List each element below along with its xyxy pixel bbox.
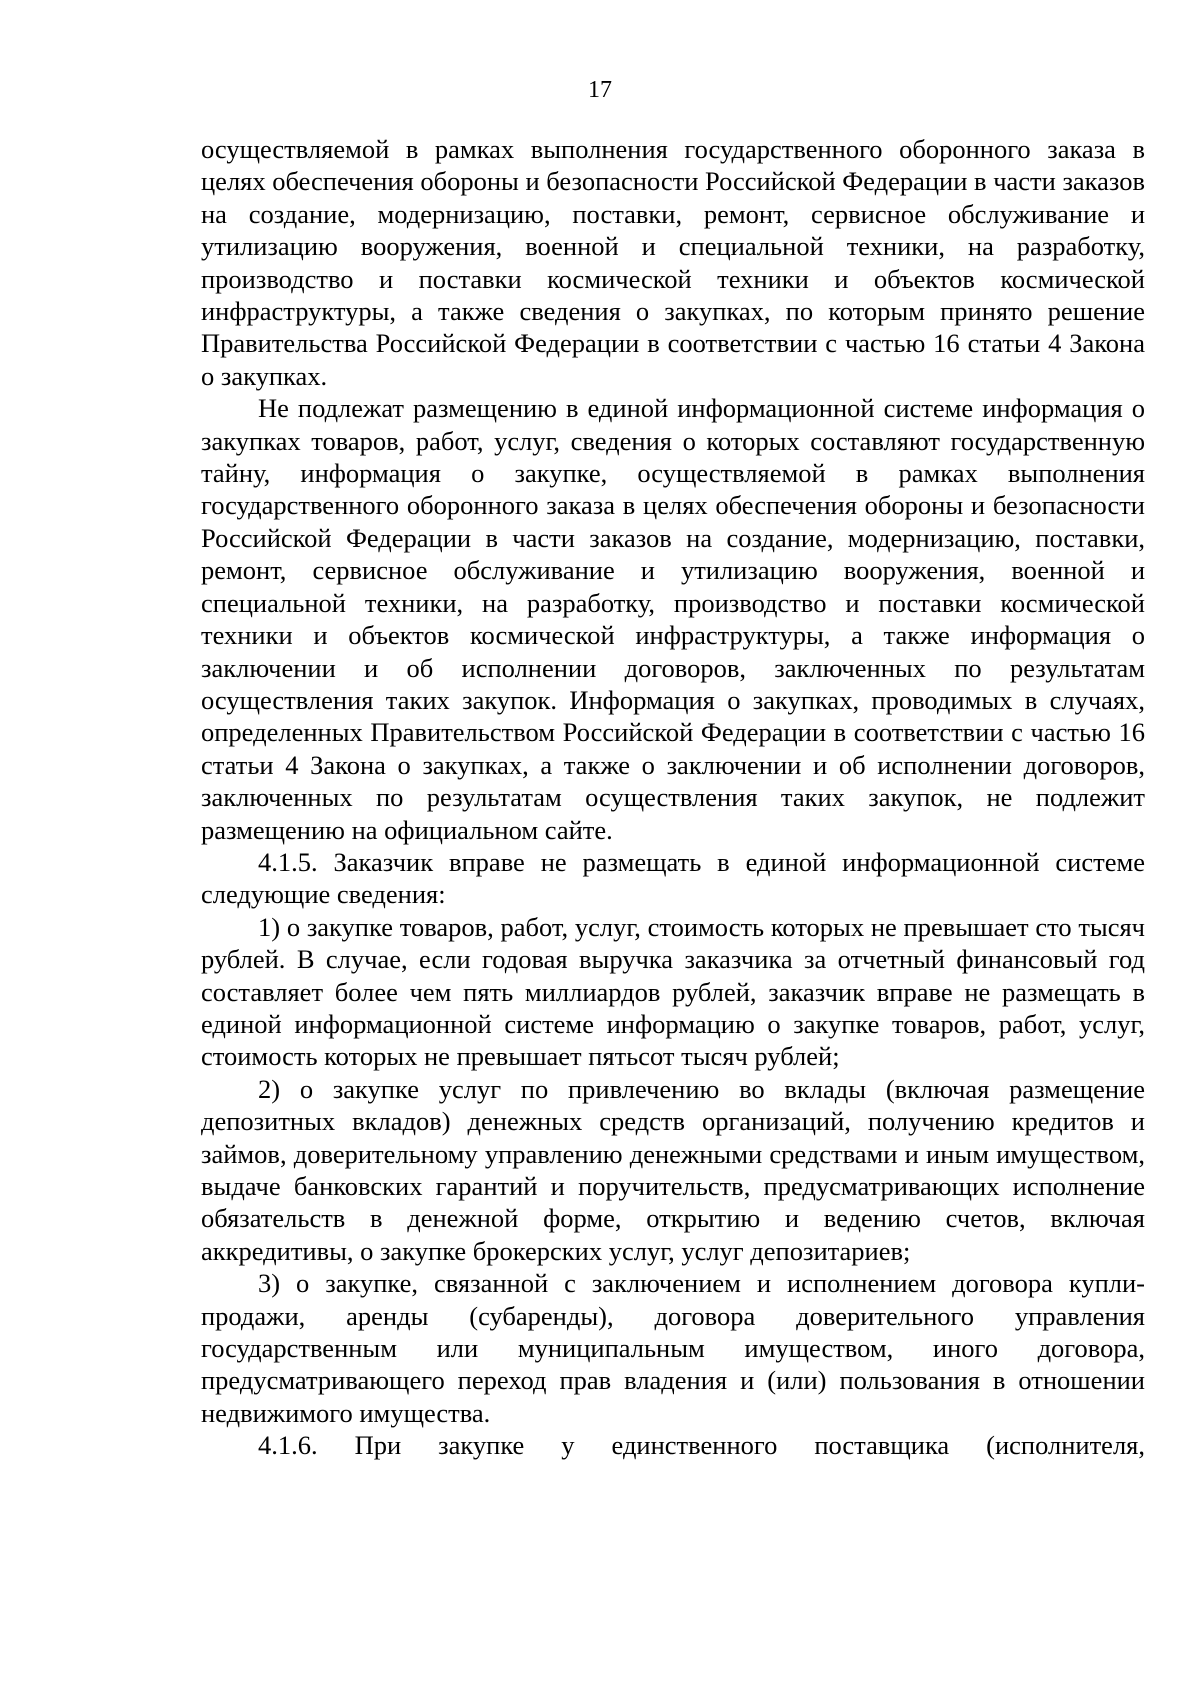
paragraph-4-1-6: 4.1.6. При закупке у единственного поставщика (исполнителя, bbox=[258, 1430, 1145, 1461]
list-item-3: 3) о закупке, связанной с заключением и исполнением договора купли-продажи, аренды (субаренды), договора доверительного управления государственным или муниципальным имуществом, иного договора, предусматривающего переход прав владения и (или) пользования в отношении недвижимого имущества. bbox=[201, 1268, 1145, 1428]
paragraph-4-1-5: 4.1.5. Заказчик вправе не размещать в единой информационной системе следующие сведения: bbox=[201, 846, 1145, 910]
paragraph-restrictions: Не подлежат размещению в единой информационной системе информация о закупках товаров, работ, услуг, сведения о которых составляют государственную тайну, информация о закупке, осуществляемой в рамках выполнения государственного оборонного заказа в целях обеспечения обороны и безопасности Российской Федерации в части заказов на создание, модернизацию, поставки, ремонт, сервисное обслуживание и утилизацию вооружения, военной и специальной техники, на разработку, производство и поставки космической техники и объектов космической инфраструктуры, а также информация о заключении и об исполнении договоров, заключенных по результатам осуществления таких закупок. Информация о закупках, проводимых в случаях, определенных Правительством Российской Федерации в соответствии с частью 16 статьи 4 Закона о закупках, а также о заключении и об исполнении договоров, заключенных по результатам осуществления таких закупок, не подлежит размещению на официальном сайте. bbox=[201, 393, 1145, 845]
document-body bbox=[201, 133, 1145, 1462]
list-item-1: 1) о закупке товаров, работ, услуг, стоимость которых не превышает сто тысяч рублей. В случае, если годовая выручка заказчика за отчетный финансовый год составляет более чем пять миллиардов рублей, заказчик вправе не размещать в единой информационной системе информацию о закупке товаров, работ, услуг, стоимость которых не превышает пятьсот тысяч рублей; bbox=[201, 911, 1145, 1072]
page-number: 17 bbox=[588, 77, 612, 103]
paragraph-continuation: осуществляемой в рамках выполнения государственного оборонного заказа в целях обеспечения обороны и безопасности Российской Федерации в части заказов на создание, модернизацию, поставки, ремонт, сервисное обслуживание и утилизацию вооружения, военной и специальной техники, на разработку, производство и поставки космической техники и объектов космической инфраструктуры, а также сведения о закупках, по которым принято решение Правительства Российской Федерации в соответствии с частью 16 статьи 4 Закона о закупках. bbox=[201, 134, 1145, 391]
list-item-2: 2) о закупке услуг по привлечению во вклады (включая размещение депозитных вкладов) денежных средств организаций, получению кредитов и займов, доверительному управлению денежными средствами и иным имуществом, выдаче банковских гарантий и поручительств, предусматривающих исполнение обязательств в денежной форме, открытию и ведению счетов, включая аккредитивы, о закупке брокерских услуг, услуг депозитариев; bbox=[201, 1073, 1145, 1266]
